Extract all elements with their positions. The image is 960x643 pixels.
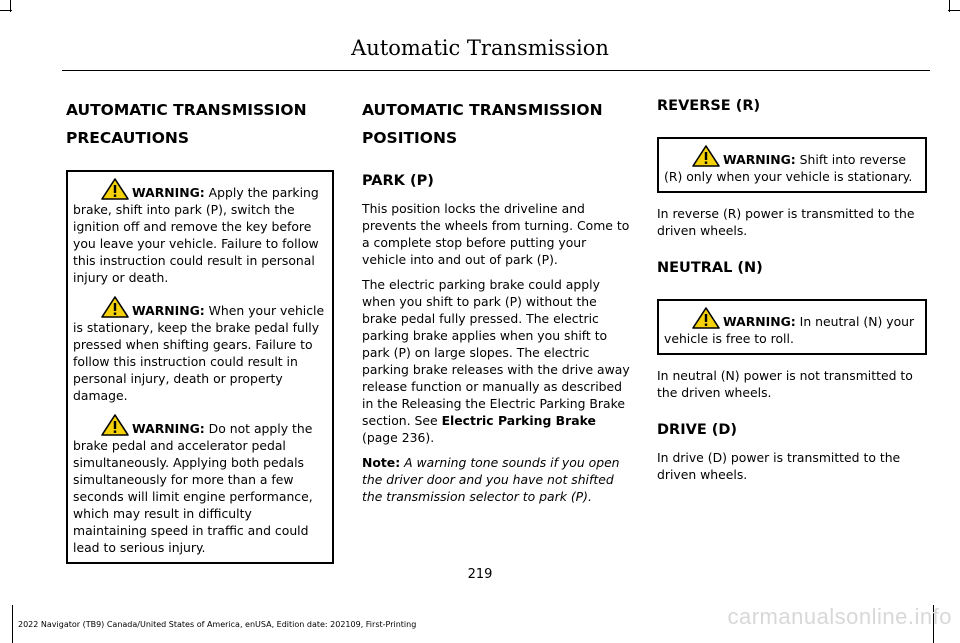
warning-box bbox=[66, 170, 334, 564]
park-paragraph-2: The electric parking brake could apply when you shift to park (P) without the brake pedal fully pressed. The electric parking brake applies when you shift to park (P) on large slopes. The electric parking brake releases with the drive away release function or manually as described in the Releasing the Electric Parking Brake section. See Electric Parking Brake (page 236). bbox=[362, 277, 630, 445]
drive-paragraph: In drive (D) power is transmitted to the driven wheels. bbox=[657, 450, 901, 482]
section-heading: AUTOMATIC TRANSMISSION PRECAUTIONS bbox=[66, 101, 307, 147]
neutral-heading: NEUTRAL (N) bbox=[657, 260, 763, 276]
crop-mark bbox=[949, 0, 950, 12]
watermark: carmanualsonline.info bbox=[727, 604, 952, 629]
electric-parking-brake-link[interactable]: Electric Parking Brake bbox=[441, 413, 596, 428]
park-heading: PARK (P) bbox=[362, 173, 434, 189]
warning-box bbox=[657, 299, 927, 355]
warning-item: WARNING: When your vehicle is stationary, keep the brake pedal fully pressed when shifting gears. Failure to follow this instruction could result in personal injury, death or property damage. bbox=[73, 296, 329, 404]
note: Note: A warning tone sounds if you open the driver door and you have not shifted the transmission selector to park (P). bbox=[362, 455, 620, 504]
park-paragraph: This position locks the driveline and prevents the wheels from turning. Come to a complete stop before putting your vehicle into and out of park (P). bbox=[362, 201, 630, 267]
column-gear-positions bbox=[657, 98, 927, 491]
warning-item: WARNING: Shift into reverse (R) only when your vehicle is stationary. bbox=[664, 145, 922, 185]
header-rule bbox=[62, 70, 930, 71]
document-info: 2022 Navigator (TB9) Canada/United States of America, enUSA, Edition date: 202109, First-Printing bbox=[18, 620, 417, 629]
column-positions bbox=[362, 98, 632, 513]
warning-item: WARNING: Apply the parking brake, shift into park (P), switch the ignition off and remove the key before you leave your vehicle. Failure to follow this instruction could result in personal injury or death. bbox=[73, 178, 329, 286]
warning-box bbox=[657, 137, 927, 193]
warning-triangle-icon bbox=[692, 307, 720, 329]
reverse-paragraph: In reverse (R) power is transmitted to the driven wheels. bbox=[657, 206, 915, 238]
warning-triangle-icon bbox=[101, 414, 129, 436]
reverse-heading: REVERSE (R) bbox=[657, 98, 761, 114]
drive-heading: DRIVE (D) bbox=[657, 422, 738, 438]
crop-mark bbox=[10, 0, 11, 12]
crop-mark bbox=[12, 605, 13, 643]
warning-triangle-icon bbox=[101, 178, 129, 200]
warning-item: WARNING: Do not apply the brake pedal and accelerator pedal simultaneously. Applying both pedals simultaneously for more than a few seconds will limit engine performance, which may result in difficulty maintaining speed in traffic and could lead to serious injury. bbox=[73, 414, 329, 556]
neutral-paragraph: In neutral (N) power is not transmitted to the driven wheels. bbox=[657, 368, 913, 400]
warning-item: WARNING: In neutral (N) your vehicle is free to roll. bbox=[664, 307, 922, 347]
warning-triangle-icon bbox=[101, 296, 129, 318]
page-header-title: Automatic Transmission bbox=[351, 36, 609, 60]
warning-triangle-icon bbox=[692, 145, 720, 167]
page-number: 219 bbox=[467, 567, 493, 582]
column-precautions bbox=[66, 98, 334, 576]
section-heading: AUTOMATIC TRANSMISSION POSITIONS bbox=[362, 101, 603, 147]
